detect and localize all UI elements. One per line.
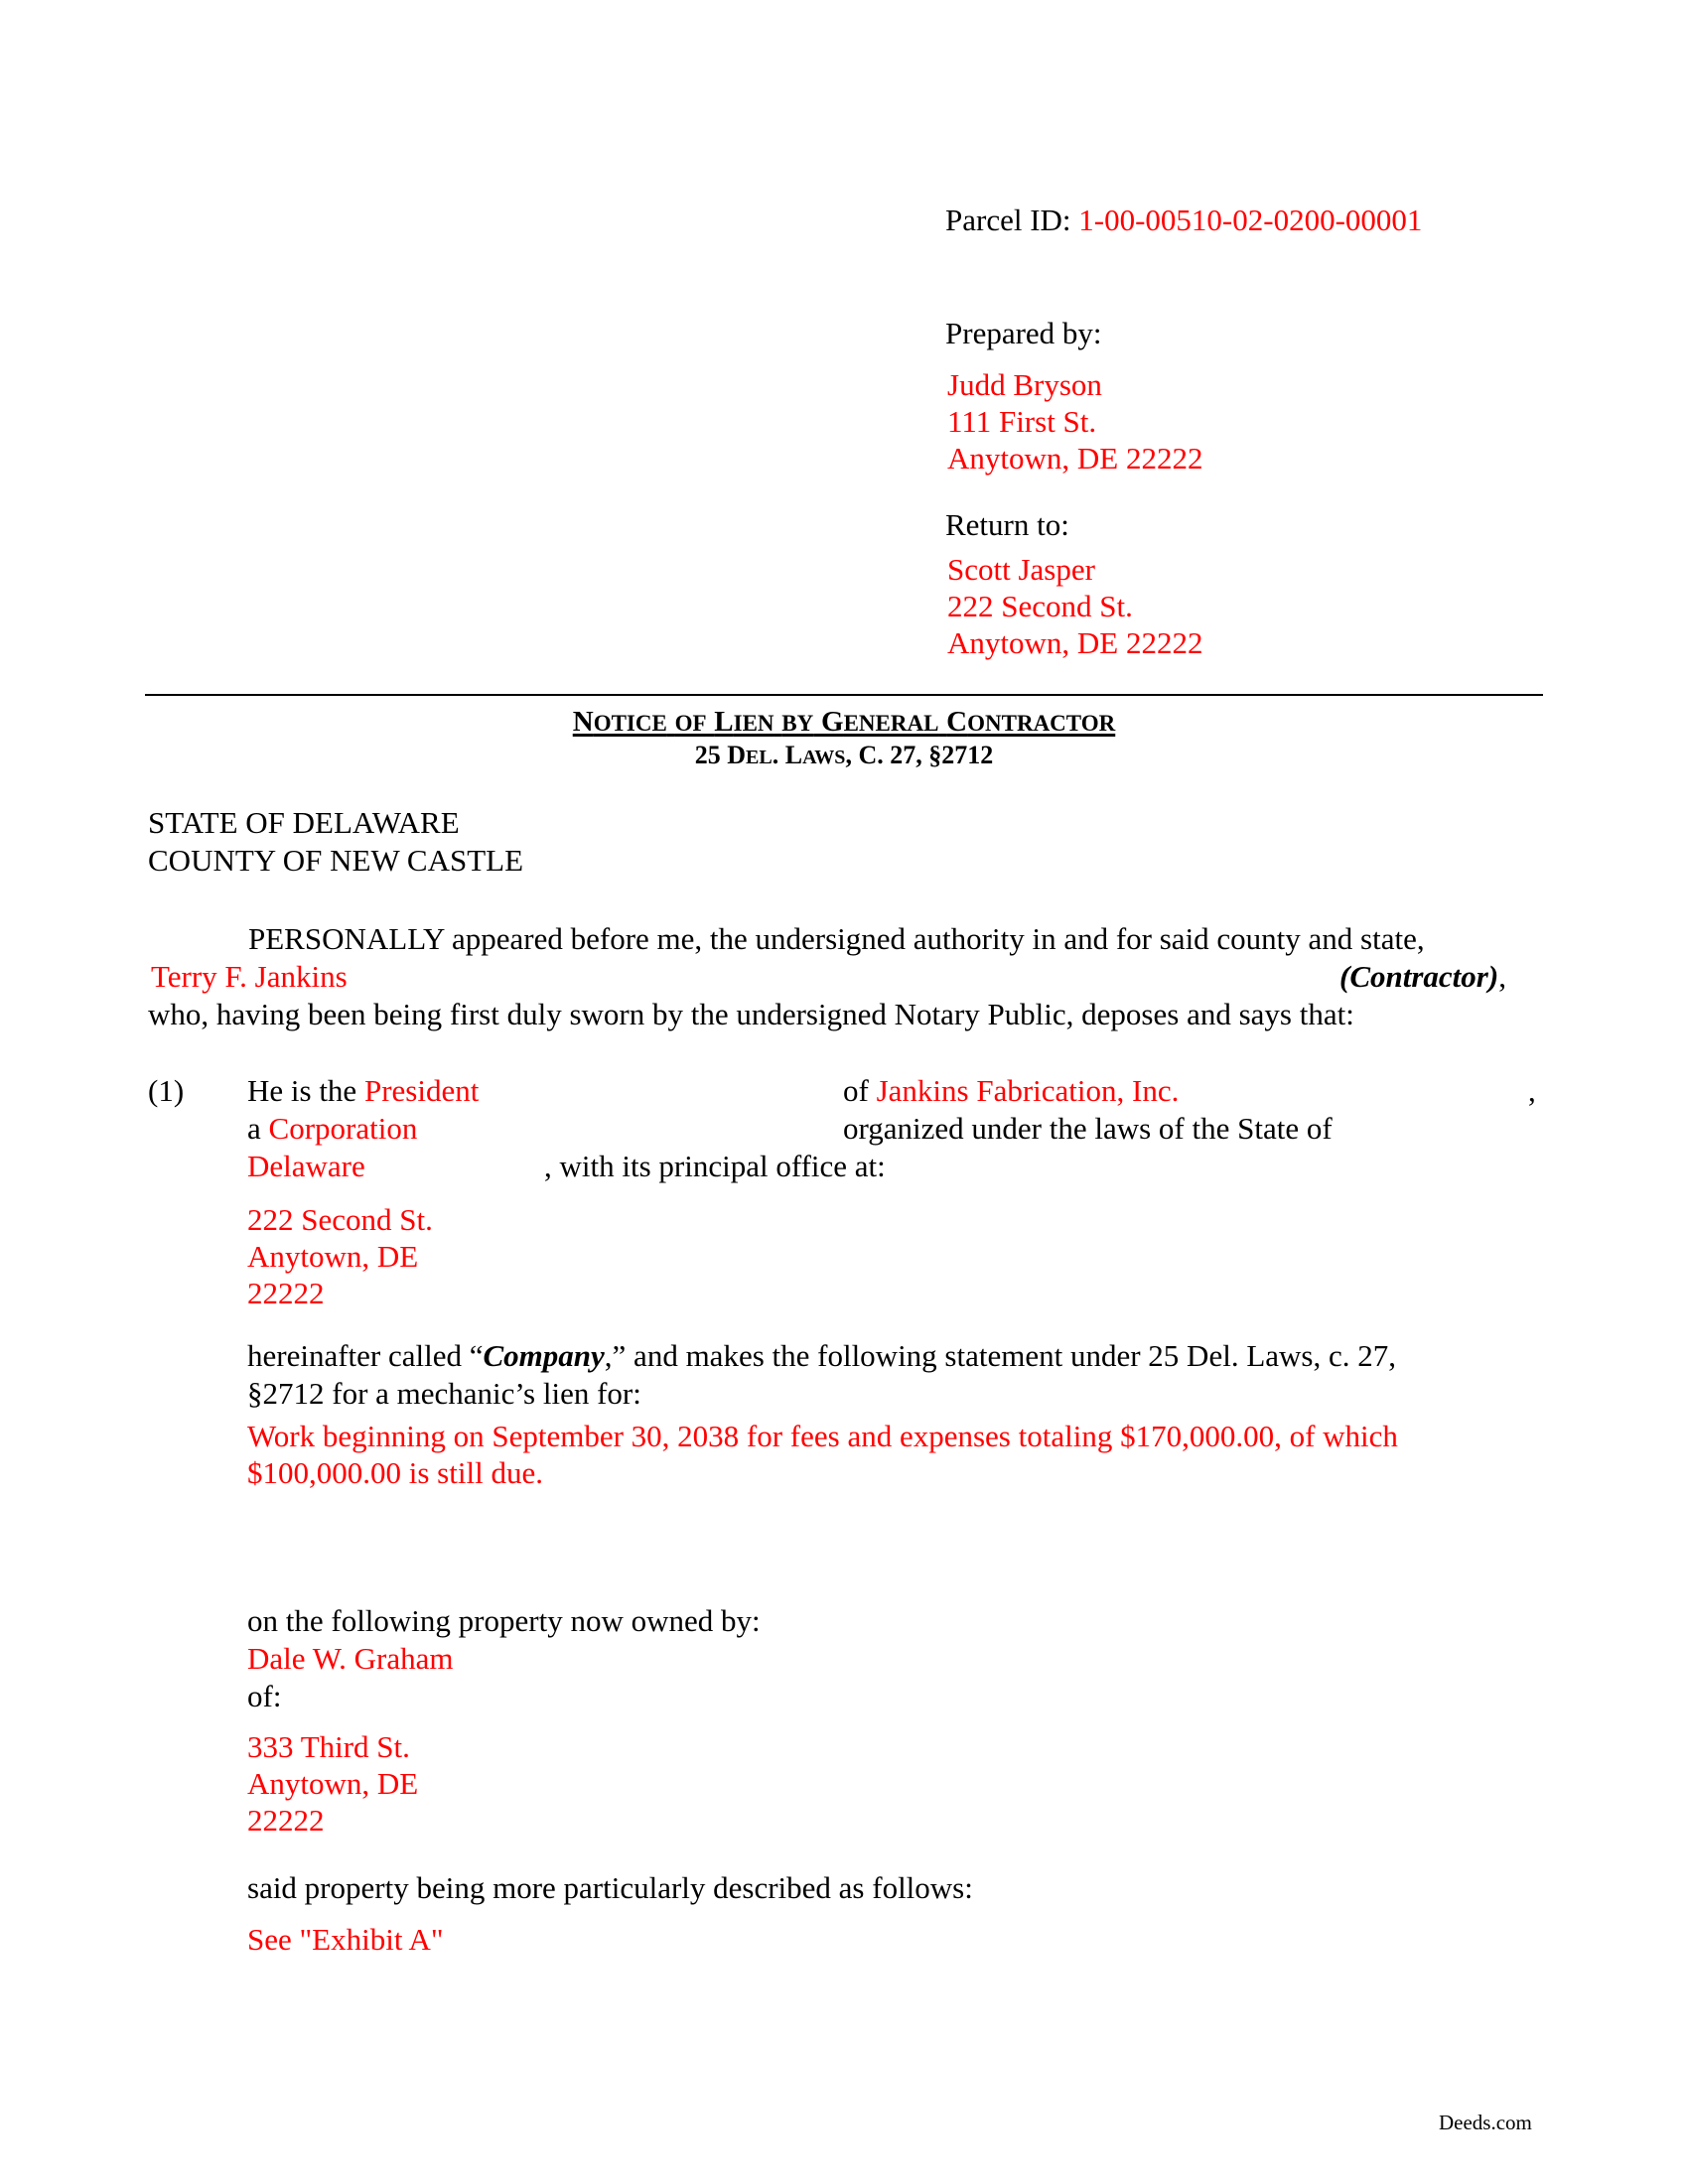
prepared-by-street: 111 First St. [947,404,1097,439]
prepared-by-city: Anytown, DE 22222 [947,441,1203,476]
intro-line-3: who, having been being first duly sworn by the undersigned Notary Public, deposes and says that: [148,997,1354,1031]
office-street: 222 Second St. [247,1202,433,1237]
venue-county: COUNTY OF NEW CASTLE [148,843,524,878]
statute-line: §2712 for a mechanic’s lien for: [247,1376,641,1411]
owner-city: Anytown, DE [247,1766,419,1801]
owner-zip: 22222 [247,1803,325,1838]
exhibit-reference: See "Exhibit A" [247,1922,444,1957]
work-description-line-2: $100,000.00 is still due. [247,1455,543,1490]
property-described-text: said property being more particularly described as follows: [247,1870,973,1905]
officer-title: President [363,1073,480,1108]
return-to-name: Scott Jasper [947,552,1095,587]
entity-type: Corporation [268,1111,418,1146]
statute-subtitle: 25 DEL. LAWS, C. 27, §2712 [694,741,994,769]
company-line: of Jankins Fabrication, Inc. [843,1073,1180,1108]
principal-office-text: , with its principal office at: [544,1149,886,1183]
footer-brand: Deeds.com [1439,2111,1532,2134]
hereinafter-line: hereinafter called “Company,” and makes the following statement under 25 Del. Laws, c. 27, [247,1338,1396,1373]
owner-street: 333 Third St. [247,1729,410,1764]
officer-line: He is the President [247,1073,480,1108]
parcel-id-line [945,202,1422,238]
organized-text: organized under the laws of the State of [843,1111,1333,1146]
header-divider [145,694,1543,696]
organized-state: Delaware [247,1149,365,1183]
return-to-label: Return to: [945,507,1069,542]
venue-state: STATE OF DELAWARE [148,805,460,840]
parcel-id-value: 1-00-00510-02-0200-00001 [1078,203,1423,237]
return-to-city: Anytown, DE 22222 [947,625,1203,660]
contractor-label: (Contractor) [1339,959,1499,994]
document-title: NOTICE OF LIEN BY GENERAL CONTRACTOR [572,706,1116,738]
company-defined-term: Company [483,1338,605,1373]
office-zip: 22222 [247,1276,325,1310]
company-trailing-comma: , [1528,1073,1536,1108]
return-to-street: 222 Second St. [947,589,1133,623]
owner-of-label: of: [247,1679,282,1713]
parcel-id-label: Parcel ID: [945,203,1071,237]
owned-by-text: on the following property now owned by: [247,1603,761,1638]
prepared-by-label: Prepared by: [945,316,1102,350]
contractor-label-line: (Contractor), [1339,959,1506,994]
entity-line: a Corporation [247,1111,418,1146]
owner-name: Dale W. Graham [247,1641,454,1676]
intro-line-1: PERSONALLY appeared before me, the undersigned authority in and for said county and state, [248,921,1425,956]
prepared-by-name: Judd Bryson [947,367,1102,402]
work-description-line-1: Work beginning on September 30, 2038 for fees and expenses totaling $170,000.00, of which [247,1419,1398,1453]
office-city: Anytown, DE [247,1239,419,1274]
company-name: Jankins Fabrication, Inc. [876,1073,1180,1108]
item-number: (1) [148,1073,185,1108]
contractor-name: Terry F. Jankins [151,959,348,994]
